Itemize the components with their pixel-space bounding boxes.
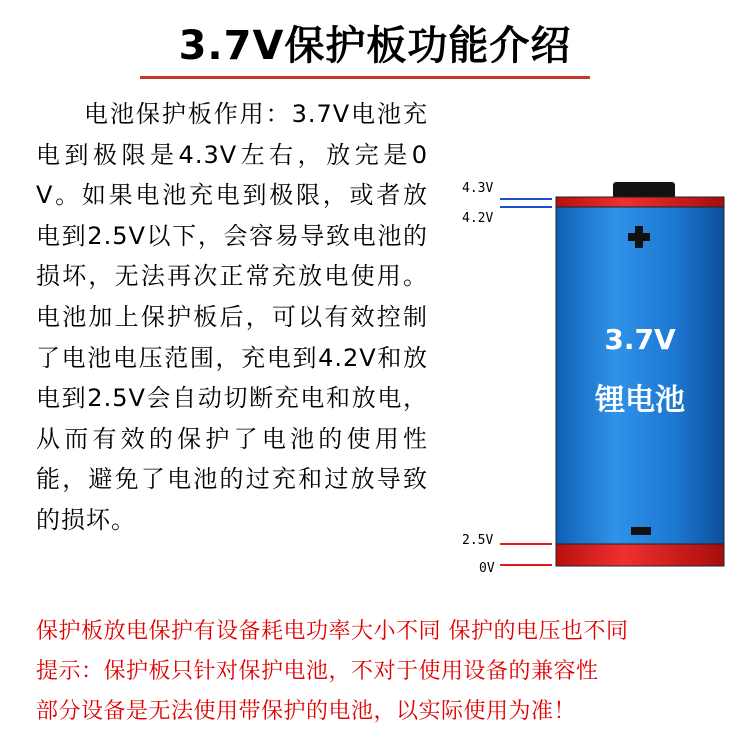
battery-bottom-band	[556, 544, 724, 566]
note-line: 提示：保护板只针对保护电池，不对于使用设备的兼容性	[36, 659, 599, 684]
battery-voltage-label: 3.7V	[604, 323, 676, 356]
battery-type-label: 锂电池	[595, 383, 685, 418]
page-title: 3.7V保护板功能介绍	[178, 23, 572, 69]
description-paragraph: 电池保护板作用：3.7V电池充电到极限是4.3V左右，放完是0V。如果电池充电到极限，或者放电到2.5V以下，会容易导致电池的损坏，无法再次正常充放电使用。电池加上保护板后，可以有效控制了电池电压范围，充电到4.2V和放电到2.5V会自动切断充电和放电，从而有效的保护了电池的使用性能，避免了电池的过充和过放导致的损坏。	[36, 100, 428, 534]
voltage-mark-4-2v: 4.2V	[462, 211, 494, 226]
voltage-line-2-5v	[500, 543, 552, 545]
battery-body	[556, 207, 724, 544]
voltage-mark-0v: 0V	[479, 561, 495, 576]
voltage-mark-4-3v: 4.3V	[462, 181, 494, 196]
note-line: 部分设备是无法使用带保护的电池，以实际使用为准！	[36, 699, 577, 724]
note-line: 保护板放电保护有设备耗电功率大小不同 保护的电压也不同	[36, 619, 629, 644]
voltage-line-4-3v	[500, 198, 552, 200]
voltage-line-0v	[500, 564, 552, 566]
notes-block	[36, 612, 746, 732]
voltage-mark-2-5v: 2.5V	[462, 533, 494, 548]
voltage-line-4-2v	[500, 206, 552, 208]
battery-top-band	[556, 197, 724, 207]
minus-sign-icon	[631, 527, 651, 535]
